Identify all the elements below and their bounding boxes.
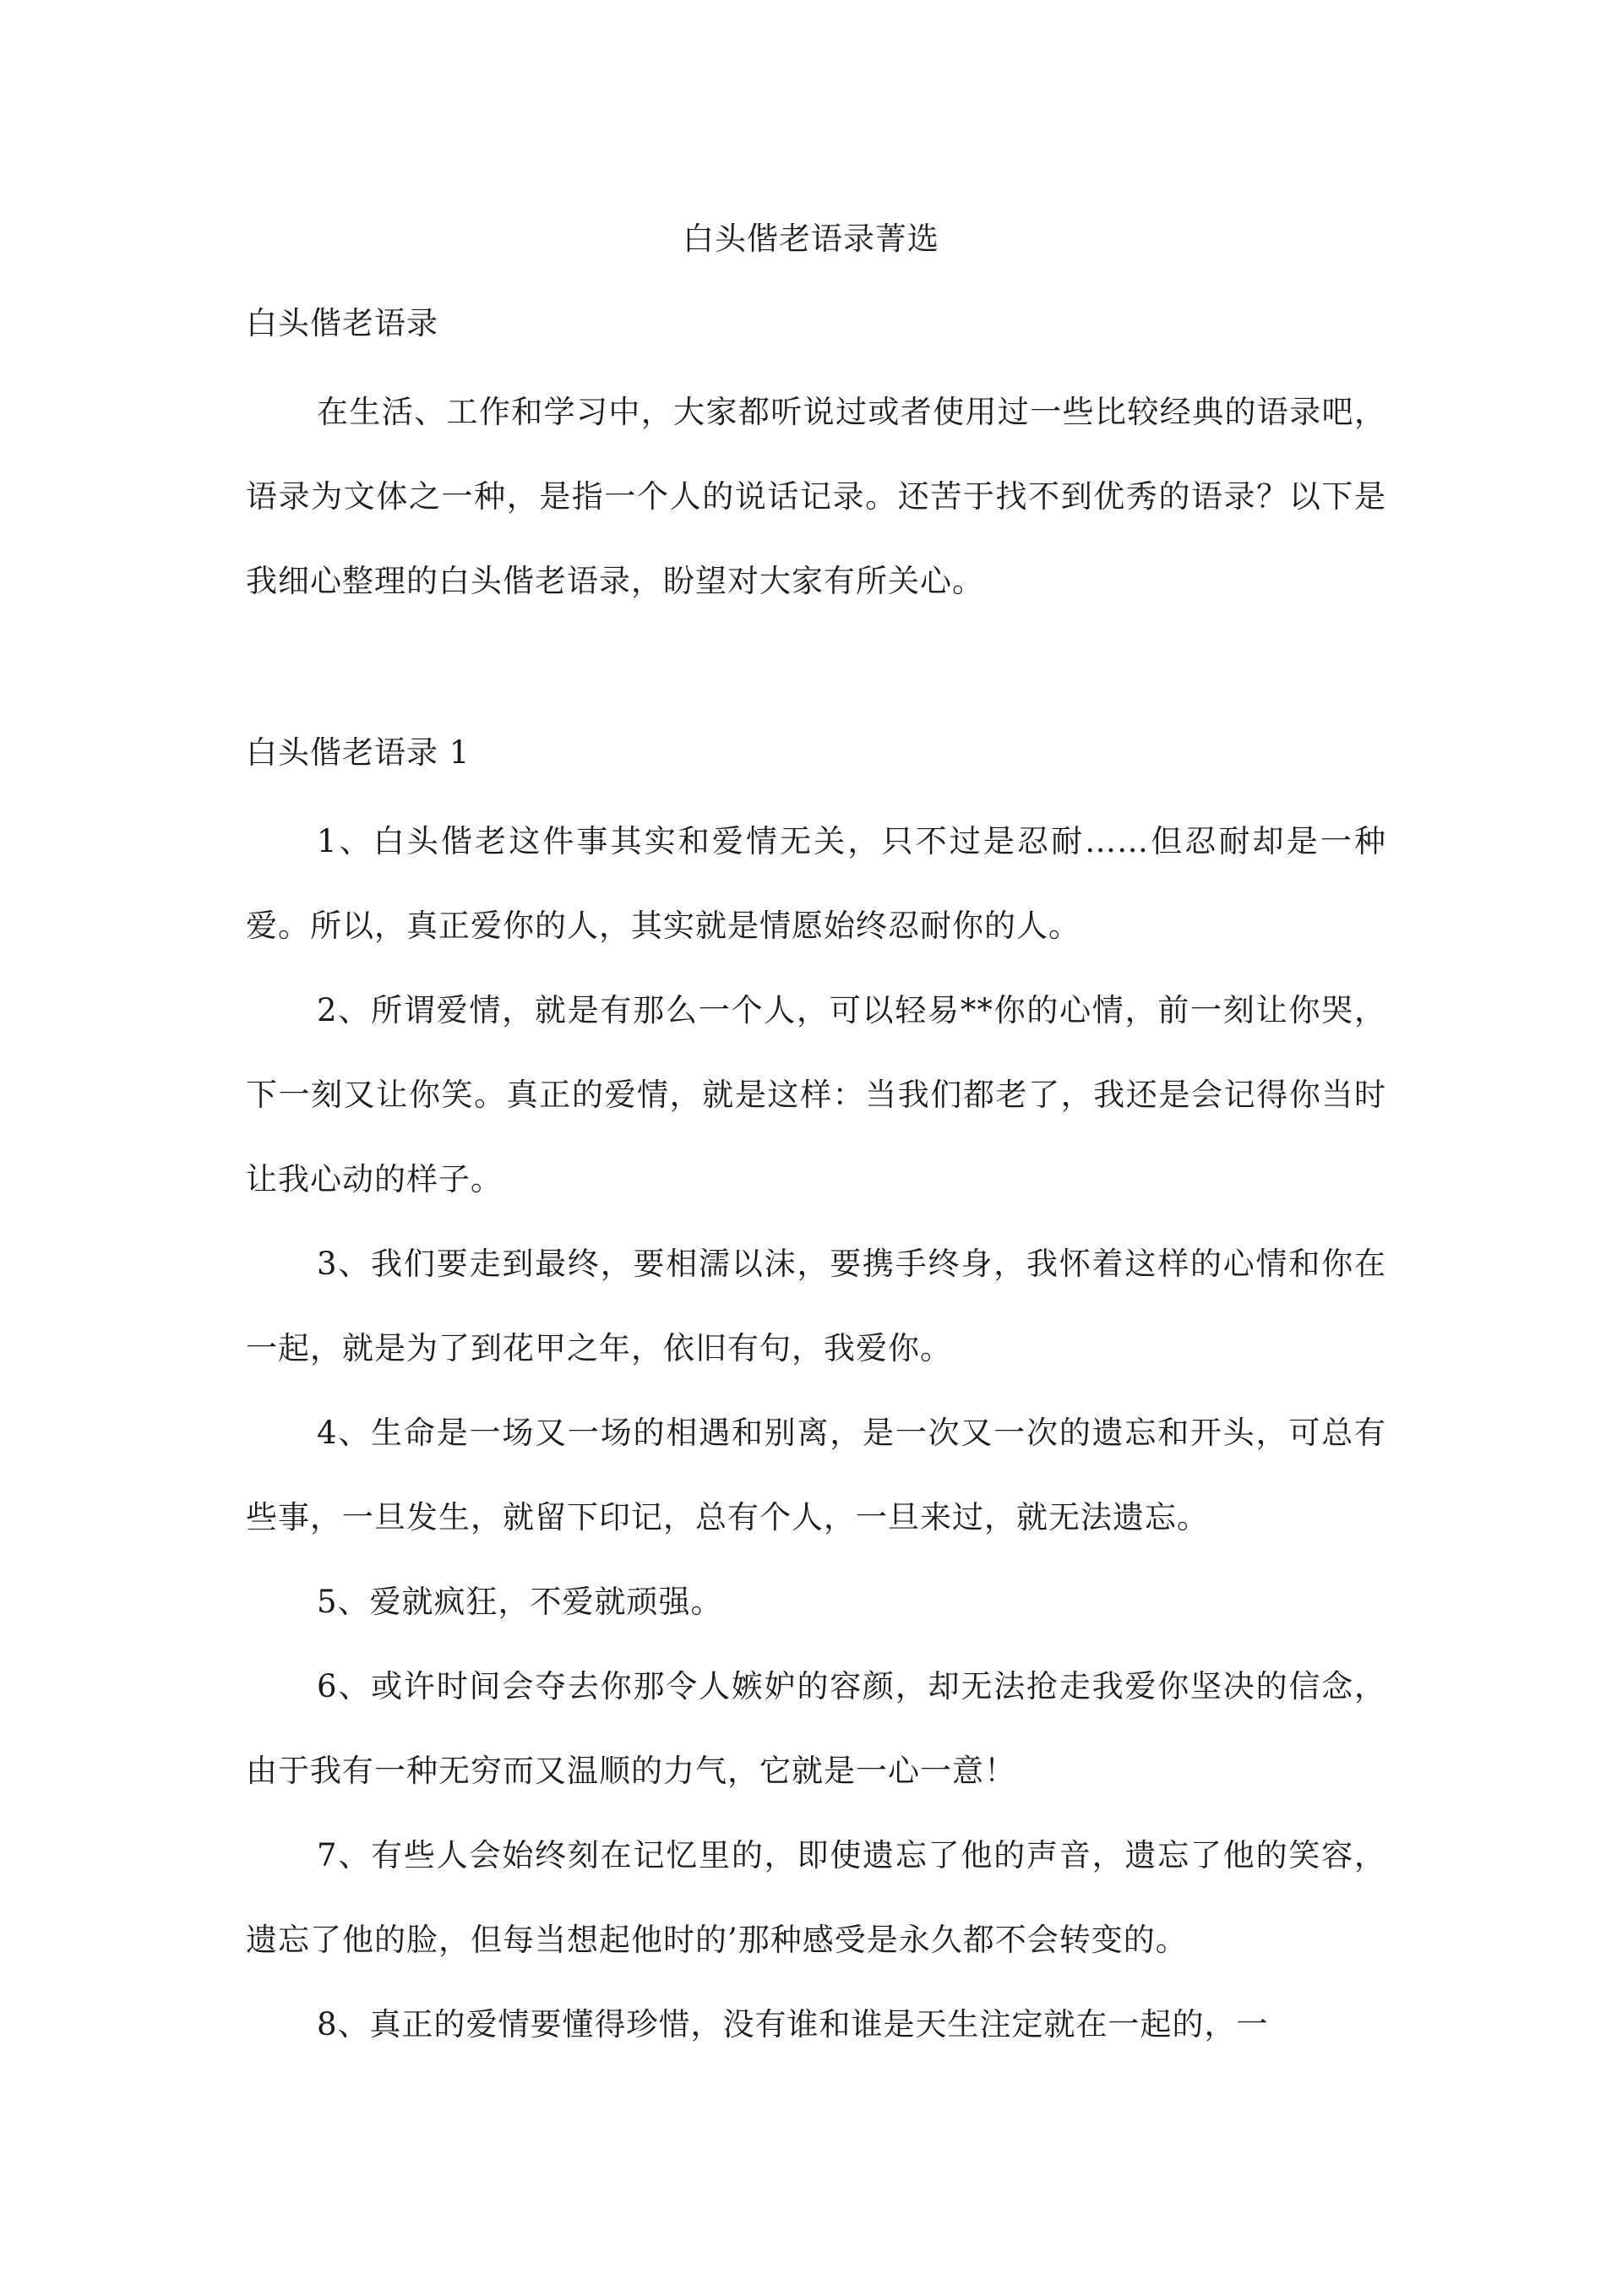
quote-item-2: 2、所谓爱情，就是有那么一个人，可以轻易**你的心情，前一刻让你哭，下一刻又让你笑。真正的爱情，就是这样：当我们都老了，我还是会记得你当时让我心动的样子。 [246, 992, 1386, 1197]
quote-item-6: 6、或许时间会夺去你那令人嫉妒的容颜，却无法抢走我爱你坚决的信念，由于我有一种无穷而又温顺的力气，它就是一心一意！ [246, 1668, 1386, 1789]
subsection-heading: 白头偕老语录 1 [246, 734, 471, 771]
quote-item-8: 8、真正的爱情要懂得珍惜，没有谁和谁是天生注定就在一起的，一 [317, 2006, 1269, 2042]
quote-item-7: 7、有些人会始终刻在记忆里的，即使遗忘了他的声音，遗忘了他的笑容，遗忘了他的脸，但每当想起他时的’那种感受是永久都不会转变的。 [246, 1837, 1386, 1958]
quote-item-1: 1、白头偕老这件事其实和爱情无关，只不过是忍耐……但忍耐却是一种爱。所以，真正爱你的人，其实就是情愿始终忍耐你的人。 [246, 823, 1386, 944]
quote-item-4: 4、生命是一场又一场的相遇和别离，是一次又一次的遗忘和开头，可总有些事，一旦发生，就留下印记，总有个人，一旦来过，就无法遗忘。 [246, 1415, 1386, 1535]
intro-paragraph: 在生活、工作和学习中，大家都听说过或者使用过一些比较经典的语录吧，语录为文体之一种，是指一个人的说话记录。还苦于找不到优秀的语录？以下是我细心整理的白头偕老语录，盼望对大家有所关心。 [246, 394, 1386, 599]
quote-item-3: 3、我们要走到最终，要相濡以沫，要携手终身，我怀着这样的心情和你在一起，就是为了到花甲之年，依旧有句，我爱你。 [246, 1246, 1386, 1366]
document-title: 白头偕老语录菁选 [683, 221, 939, 257]
quote-item-5: 5、爱就疯狂，不爱就顽强。 [317, 1584, 723, 1620]
section-heading: 白头偕老语录 [246, 305, 438, 341]
